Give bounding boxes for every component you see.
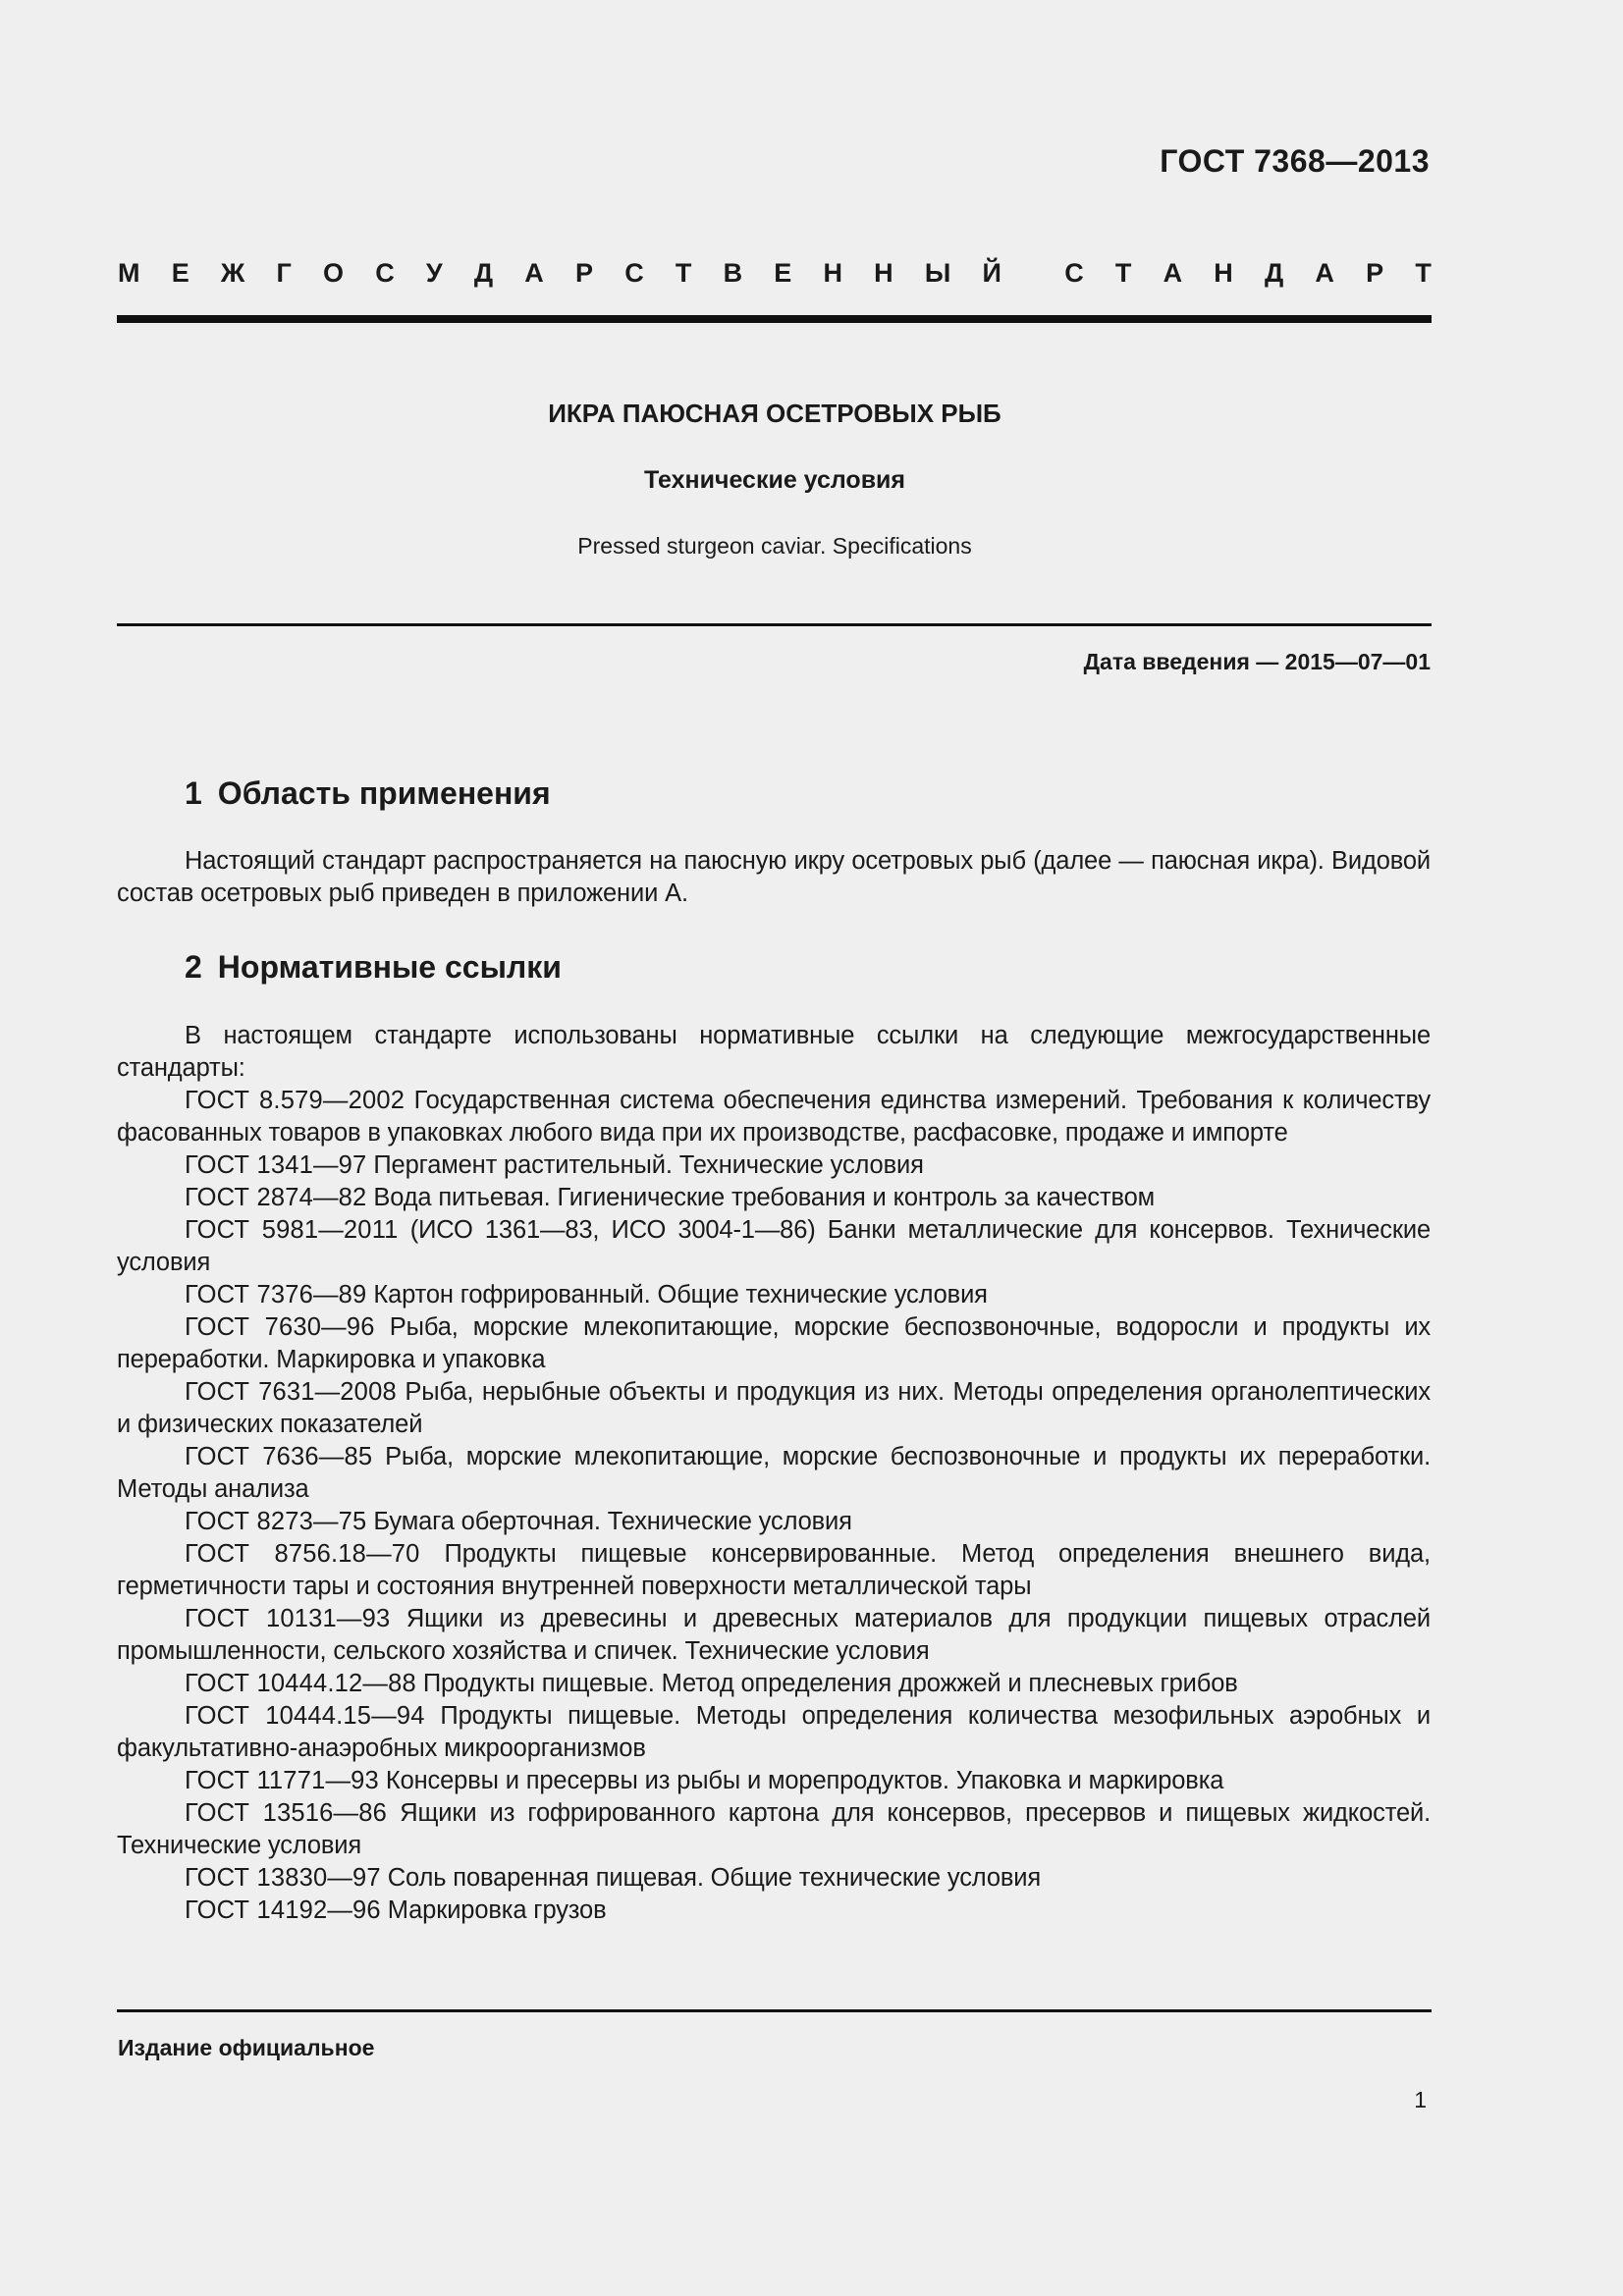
header-divider	[117, 315, 1432, 323]
reference-item	[117, 1668, 1431, 1700]
section-title: Область применения	[217, 775, 551, 811]
heading-letter: Ж	[220, 258, 245, 288]
reference-title: Бумага оберточная. Технические условия	[373, 1508, 852, 1535]
document-title: ИКРА ПАЮСНАЯ ОСЕТРОВЫХ РЫБ	[548, 399, 1001, 428]
title-divider	[117, 623, 1432, 626]
document-number: ГОСТ 7368—2013	[1160, 143, 1430, 179]
reference-item	[117, 1214, 1431, 1279]
heading-letter: А	[1315, 258, 1334, 288]
heading-letter: В	[723, 258, 743, 288]
reference-title: Государственная система обеспечения единства измерений. Требования к количеству фасованных товаров в упаковках любого вида при их производстве, расфасовке, продаже и импорте	[117, 1087, 1431, 1147]
section-1-body	[117, 845, 1431, 910]
reference-item	[117, 1149, 1431, 1182]
heading-letter: Н	[874, 258, 893, 288]
reference-code: ГОСТ 1341—97	[185, 1151, 367, 1179]
reference-item	[117, 1895, 1431, 1927]
heading-letter: Д	[1264, 258, 1284, 288]
reference-code: ГОСТ 2874—82	[185, 1184, 367, 1211]
reference-title: Вода питьевая. Гигиенические требования и контроль за качеством	[373, 1184, 1156, 1211]
heading-letter: Ы	[924, 258, 951, 288]
reference-code: ГОСТ 10444.12—88	[185, 1670, 416, 1697]
document-subtitle: Технические условия	[643, 466, 906, 494]
heading-letter: С	[1064, 258, 1084, 288]
heading-letter: С	[375, 258, 395, 288]
reference-title: Маркировка грузов	[387, 1896, 607, 1924]
reference-title: Рыба, морские млекопитающие, морские беспозвоночные и продукты их переработки. Методы анализа	[117, 1443, 1431, 1503]
reference-item	[117, 1441, 1431, 1506]
reference-item	[117, 1797, 1431, 1862]
paragraph: В настоящем стандарте использованы нормативные ссылки на следующие межгосударственные стандарты:	[117, 1022, 1431, 1082]
reference-code: ГОСТ 5981—2011	[185, 1216, 399, 1244]
heading-letter: Р	[574, 258, 593, 288]
reference-code: ГОСТ 7631—2008	[185, 1378, 397, 1406]
reference-code: ГОСТ 14192—96	[185, 1896, 381, 1924]
heading-letter: О	[322, 258, 344, 288]
reference-title: Рыба, морские млекопитающие, морские беспозвоночные, водоросли и продукты их переработки. Маркировка и упаковка	[117, 1313, 1432, 1373]
heading-letter: А	[1163, 258, 1183, 288]
section-2-body	[117, 1020, 1431, 1927]
page-number: 1	[1414, 2087, 1427, 2112]
reference-title: Продукты пищевые консервированные. Метод определения внешнего вида, герметичности тары и состояния внутренней поверхности металлической тары	[117, 1540, 1431, 1600]
section-1-heading	[185, 775, 551, 812]
edition-label: Издание официальное	[118, 2035, 375, 2060]
reference-title: Ящики из древесины и древесных материалов для продукции пищевых отраслей промышленности, сельского хозяйства и спичек. Технические условия	[117, 1605, 1431, 1665]
section-number: 2	[185, 949, 202, 985]
reference-title: Соль поваренная пищевая. Общие технические условия	[387, 1864, 1042, 1892]
reference-code: ГОСТ 8756.18—70	[185, 1540, 420, 1568]
heading-letter: Т	[1415, 258, 1432, 288]
reference-code: ГОСТ 7636—85	[185, 1443, 373, 1470]
reference-title: Рыба, нерыбные объекты и продукция из них. Методы определения органолептических и физических показателей	[117, 1378, 1432, 1438]
reference-code: ГОСТ 8273—75	[185, 1508, 367, 1535]
heading-letter: Т	[1114, 258, 1132, 288]
heading-letter: Н	[823, 258, 842, 288]
heading-letter: Е	[171, 258, 189, 288]
reference-title: (ИСО 1361—83, ИСО 3004-1—86) Банки металлические для консервов. Технические условия	[117, 1216, 1432, 1276]
reference-item	[117, 1603, 1431, 1668]
section-2-heading	[185, 949, 562, 986]
section-number: 1	[185, 775, 202, 811]
heading-letter: У	[425, 258, 443, 288]
heading-letter: А	[524, 258, 544, 288]
section-title: Нормативные ссылки	[217, 949, 562, 985]
reference-code: ГОСТ 10444.15—94	[185, 1702, 425, 1730]
reference-item	[117, 1311, 1431, 1376]
reference-code: ГОСТ 11771—93	[185, 1767, 379, 1794]
reference-code: ГОСТ 10131—93	[185, 1605, 391, 1632]
reference-item	[117, 1506, 1431, 1538]
reference-title: Продукты пищевые. Методы определения количества мезофильных аэробных и факультативно-анаэробных микроорганизмов	[117, 1702, 1431, 1762]
reference-item	[117, 1182, 1431, 1214]
reference-title: Ящики из гофрированного картона для консервов, пресервов и пищевых жидкостей. Технические условия	[117, 1799, 1431, 1859]
heading-letter: Г	[276, 258, 292, 288]
heading-letter: Р	[1366, 258, 1384, 288]
reference-item	[117, 1376, 1431, 1441]
reference-item	[117, 1700, 1431, 1765]
heading-letter: М	[118, 258, 140, 288]
paragraph: Настоящий стандарт распространяется на паюсную икру осетровых рыб (далее — паюсная икра). Видовой состав осетровых рыб приведен в приложении А.	[117, 847, 1431, 907]
heading-letter: Й	[982, 258, 1001, 288]
reference-title: Продукты пищевые. Метод определения дрожжей и плесневых грибов	[422, 1670, 1238, 1697]
heading-letter: С	[624, 258, 644, 288]
reference-code: ГОСТ 7376—89	[185, 1281, 367, 1308]
reference-code: ГОСТ 8.579—2002	[185, 1087, 406, 1114]
reference-code: ГОСТ 13516—86	[185, 1799, 388, 1827]
heading-letter: Т	[675, 258, 692, 288]
reference-code: ГОСТ 7630—96	[185, 1313, 375, 1341]
footer-divider	[117, 2009, 1432, 2012]
reference-title: Консервы и пресервы из рыбы и морепродуктов. Упаковка и маркировка	[385, 1767, 1224, 1794]
reference-item	[117, 1538, 1431, 1603]
reference-item	[117, 1085, 1431, 1149]
heading-letter: Н	[1214, 258, 1233, 288]
english-title: Pressed sturgeon caviar. Specifications	[577, 533, 972, 559]
reference-item	[117, 1765, 1431, 1797]
heading-letter: Д	[473, 258, 494, 288]
standard-type-heading	[118, 258, 1432, 289]
heading-letter: Е	[774, 258, 792, 288]
reference-title: Картон гофрированный. Общие технические условия	[373, 1281, 988, 1308]
reference-item	[117, 1279, 1431, 1311]
reference-title: Пергамент растительный. Технические условия	[373, 1151, 924, 1179]
reference-code: ГОСТ 13830—97	[185, 1864, 381, 1892]
reference-item	[117, 1862, 1431, 1895]
introduction-date: Дата введения — 2015—07—01	[1083, 649, 1431, 674]
